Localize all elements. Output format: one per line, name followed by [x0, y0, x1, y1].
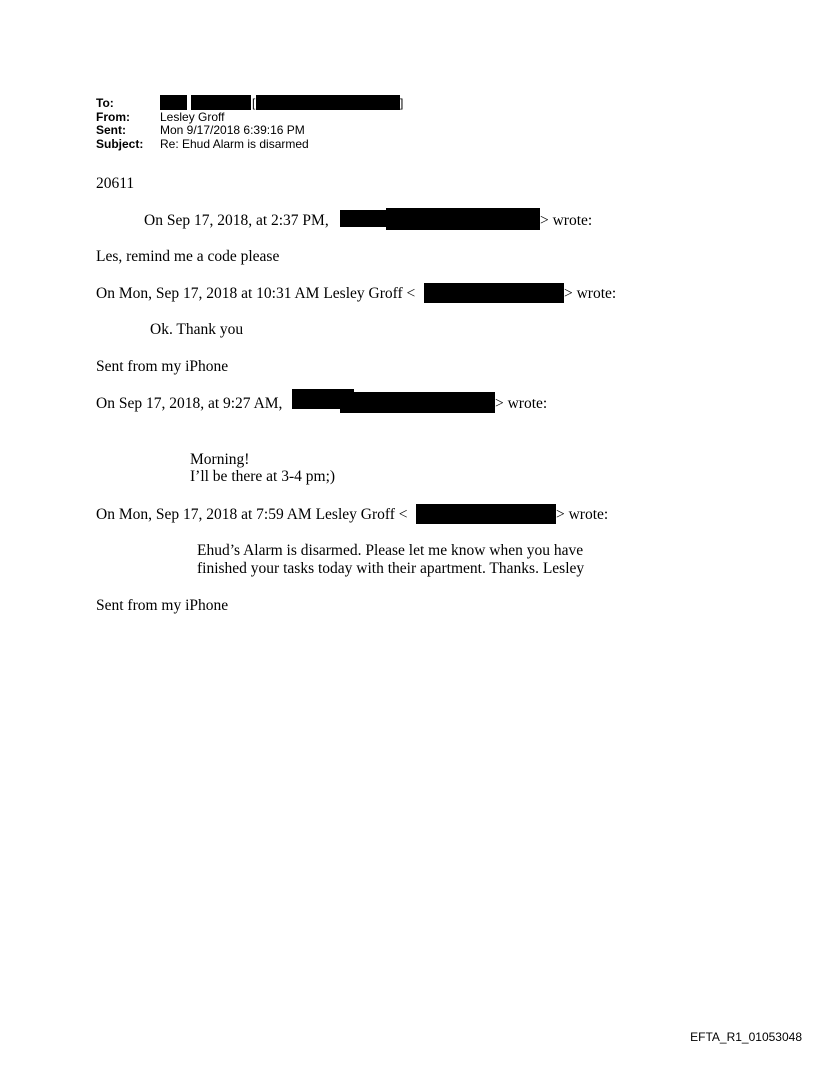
- to-label: To:: [96, 96, 114, 110]
- code-text: 20611: [96, 175, 135, 192]
- sent-from-iphone-2: Sent from my iPhone: [96, 597, 229, 614]
- be-there-line: I’ll be there at 3-4 pm;): [190, 468, 336, 485]
- quote2-prefix: On Mon, Sep 17, 2018 at 10:31 AM Lesley Groff <: [96, 285, 416, 302]
- to-redaction-3: [256, 95, 400, 110]
- quote2-redaction: [424, 283, 564, 303]
- quote1-suffix: > wrote:: [540, 212, 593, 229]
- to-redaction-1: [160, 95, 187, 110]
- quote3-suffix: > wrote:: [495, 395, 548, 412]
- quote1-redaction-a: [340, 210, 388, 227]
- to-redaction-2: [191, 95, 251, 110]
- quote1-prefix: On Sep 17, 2018, at 2:37 PM,: [144, 212, 329, 229]
- quote3-redaction-b: [340, 392, 495, 413]
- ok-thanks-line: Ok. Thank you: [150, 321, 244, 338]
- quote4-suffix: > wrote:: [556, 506, 609, 523]
- to-open-bracket: [: [252, 96, 256, 110]
- quote2-suffix: > wrote:: [564, 285, 617, 302]
- sent-value: Mon 9/17/2018 6:39:16 PM: [160, 123, 305, 137]
- subject-value: Re: Ehud Alarm is disarmed: [160, 136, 309, 151]
- quote4-redaction: [416, 504, 556, 524]
- sent-label: Sent:: [96, 123, 126, 137]
- from-value: Lesley Groff: [160, 109, 225, 124]
- remind-line: Les, remind me a code please: [96, 248, 280, 265]
- document-id: EFTA_R1_01053048: [690, 1030, 802, 1044]
- from-label: From:: [96, 109, 130, 124]
- to-close-bracket: ]: [400, 96, 404, 110]
- sent-from-iphone-1: Sent from my iPhone: [96, 358, 229, 375]
- alarm-line-2: finished your tasks today with their apartment. Thanks. Lesley: [197, 560, 585, 577]
- alarm-line-1: Ehud’s Alarm is disarmed. Please let me know when you have: [197, 542, 584, 559]
- quote1-redaction-b: [386, 208, 540, 230]
- morning-line: Morning!: [190, 451, 250, 468]
- subject-label: Subject:: [96, 136, 144, 151]
- quote4-prefix: On Mon, Sep 17, 2018 at 7:59 AM Lesley Groff <: [96, 506, 408, 523]
- quote3-prefix: On Sep 17, 2018, at 9:27 AM,: [96, 395, 283, 412]
